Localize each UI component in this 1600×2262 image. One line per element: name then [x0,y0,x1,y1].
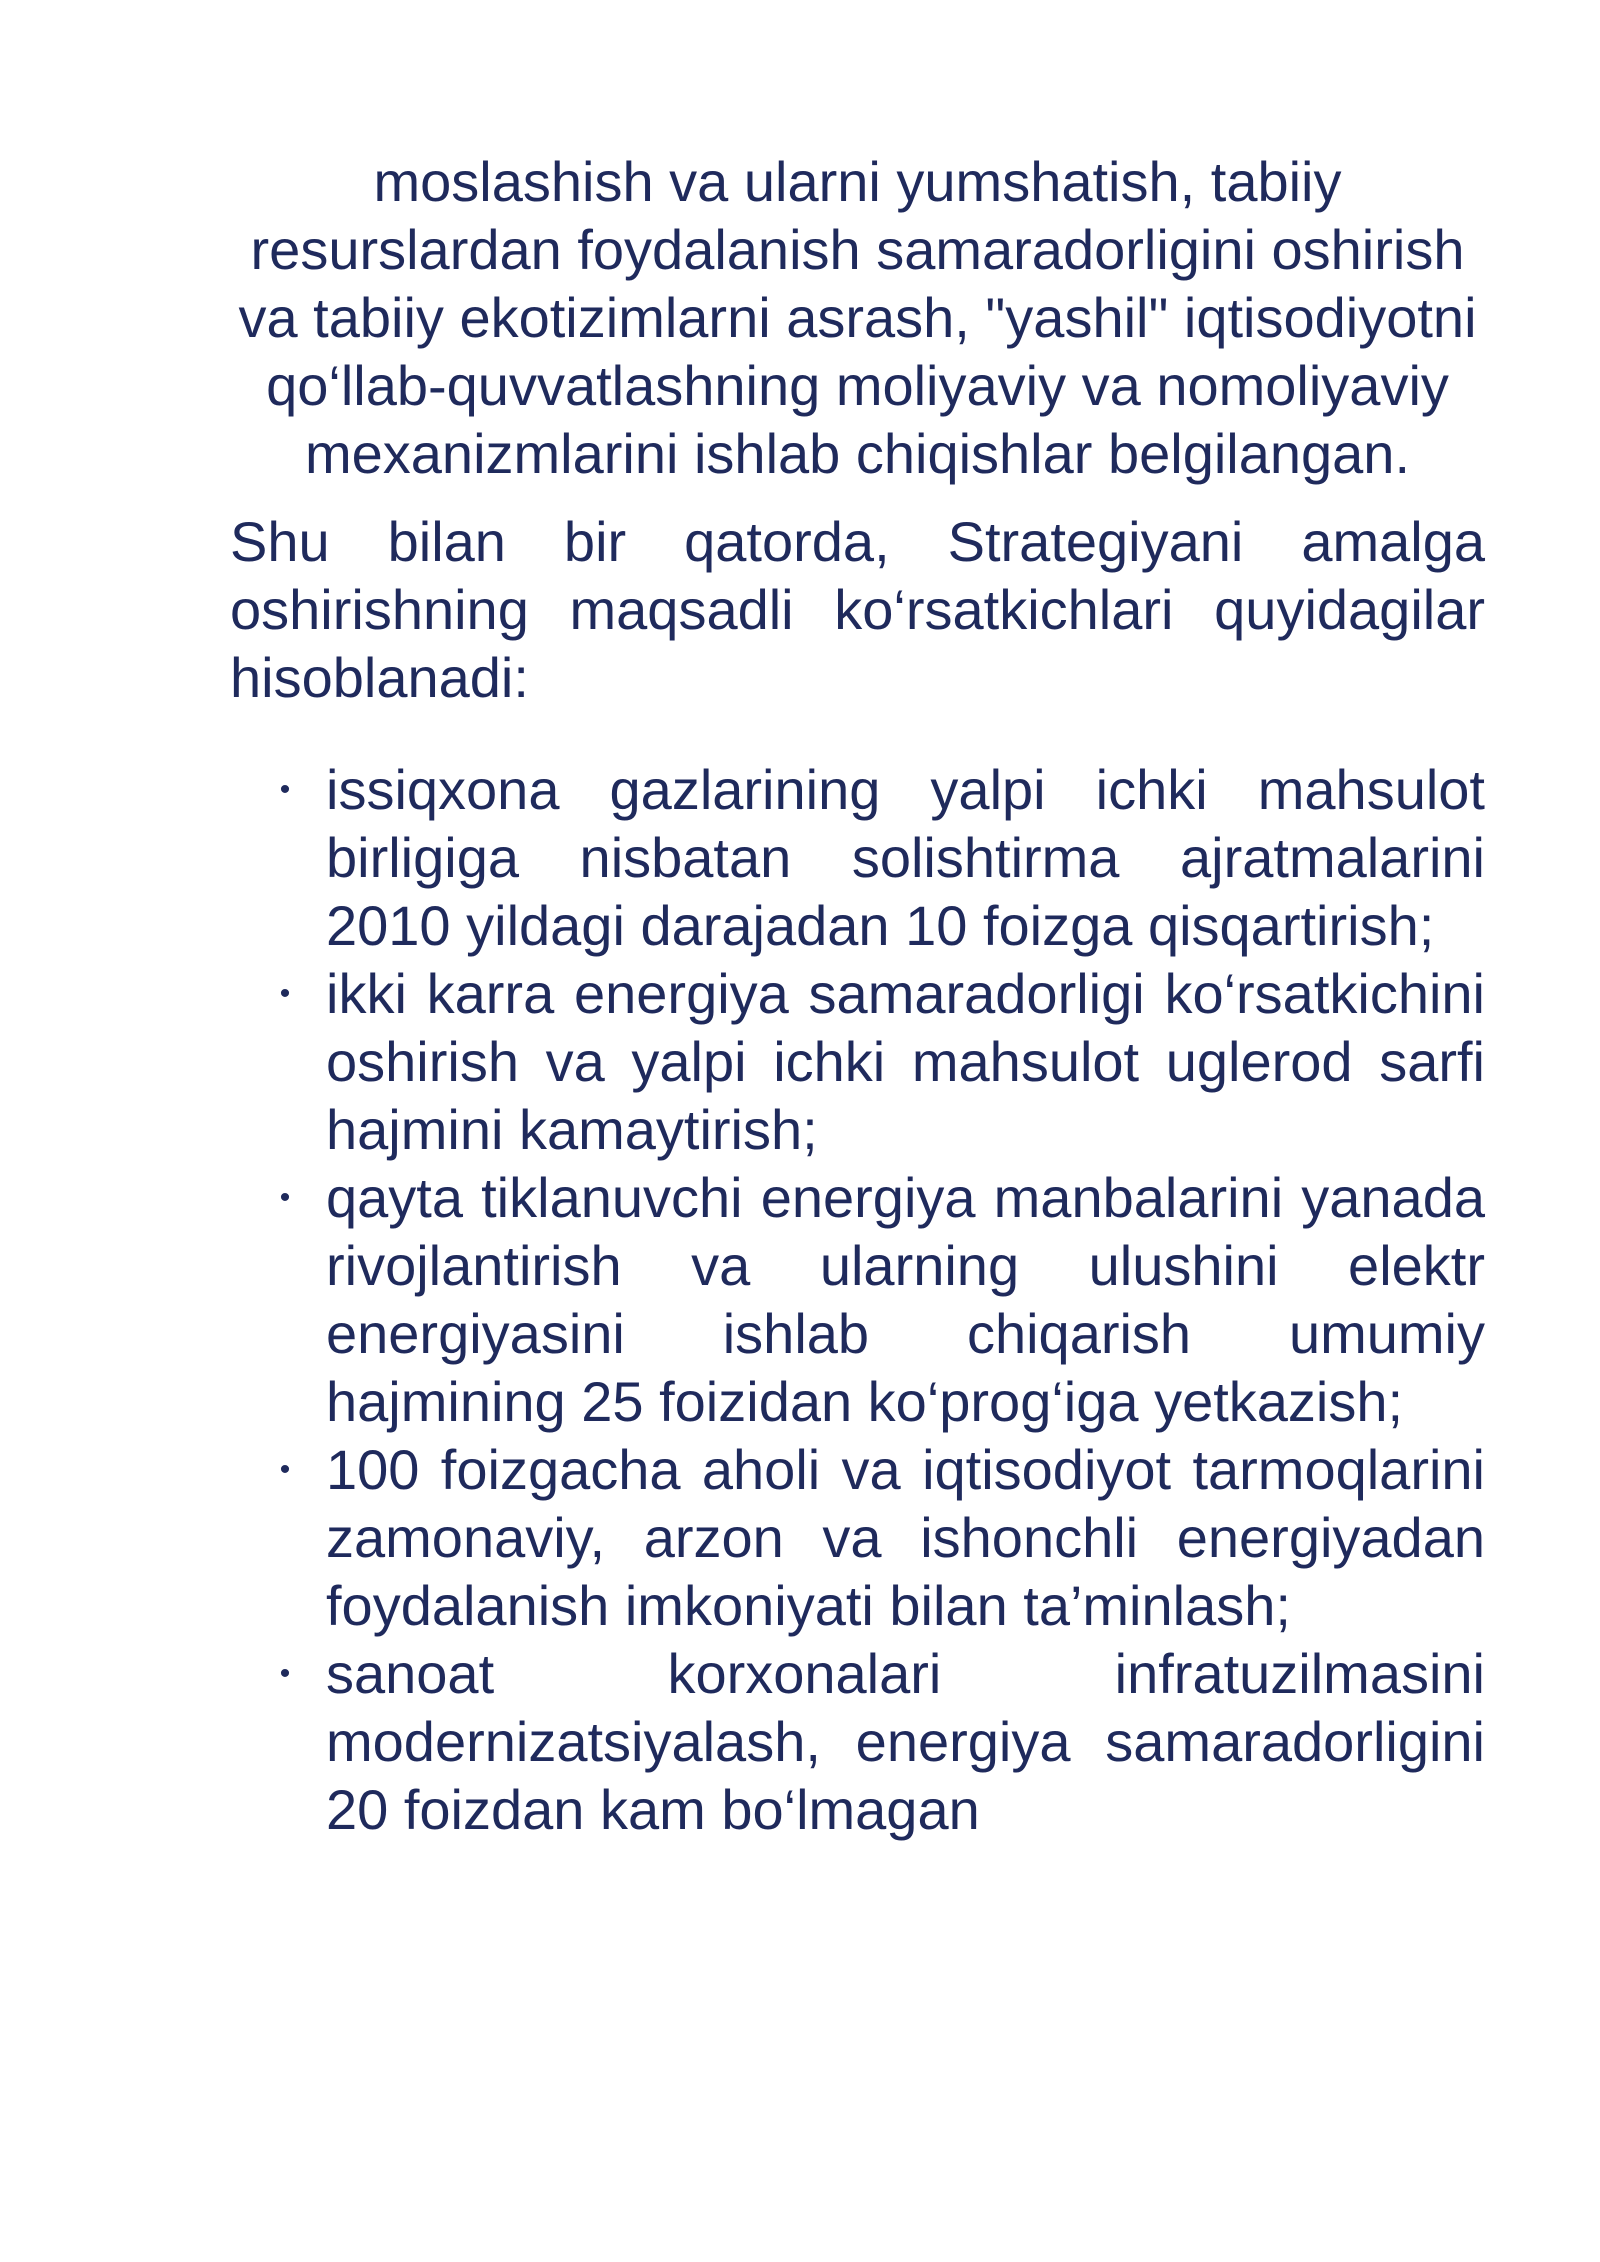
bullet-icon: • [279,1657,291,1690]
bullet-icon: • [279,1453,291,1486]
bullet-icon: • [279,773,291,806]
bullet-icon: • [279,977,291,1010]
list-item-text: 100 foizgacha aholi va iqtisodiyot tarmoqlarini zamonaviy, arzon va ishonchli energiyadan foydalanish imkoniyati bilan ta’minlash; [326,1438,1485,1637]
list-item [230,1436,1485,1640]
lead-paragraph: Shu bilan bir qatorda, Strategiyani amalga oshirishning maqsadli ko‘rsatkichlari quyidagilar hisoblanadi: [230,510,1485,709]
target-indicators-list [230,756,1485,1844]
list-item [230,1164,1485,1436]
list-item-text: ikki karra energiya samaradorligi ko‘rsatkichini oshirish va yalpi ichki mahsulot uglerod sarfi hajmini kamaytirish; [326,962,1485,1161]
document-content [230,148,1485,1844]
list-item-text: issiqxona gazlarining yalpi ichki mahsulot birligiga nisbatan solishtirma ajratmalarini 2010 yildagi darajadan 10 foizga qisqartirish; [326,758,1485,957]
list-item-text: sanoat korxonalari infratuzilmasini modernizatsiyalash, energiya samaradorligini 20 foizdan kam bo‘lmagan [326,1642,1485,1841]
list-item-text: qayta tiklanuvchi energiya manbalarini yanada rivojlantirish va ularning ulushini elektr energiyasini ishlab chiqarish umumiy hajmining 25 foizidan ko‘prog‘iga yetkazish; [326,1166,1485,1433]
list-item [230,960,1485,1164]
bullet-icon: • [279,1181,291,1214]
list-item [230,1640,1485,1844]
intro-paragraph: moslashish va ularni yumshatish, tabiiy resurslardan foydalanish samaradorligini oshirish va tabiiy ekotizimlarni asrash, "yashil" iqtisodiyotni qo‘llab-quvvatlashning moliyaviy va nomoliyaviy mexanizmlarini ishlab chiqishlar belgilangan. [238,150,1477,485]
list-item [230,756,1485,960]
